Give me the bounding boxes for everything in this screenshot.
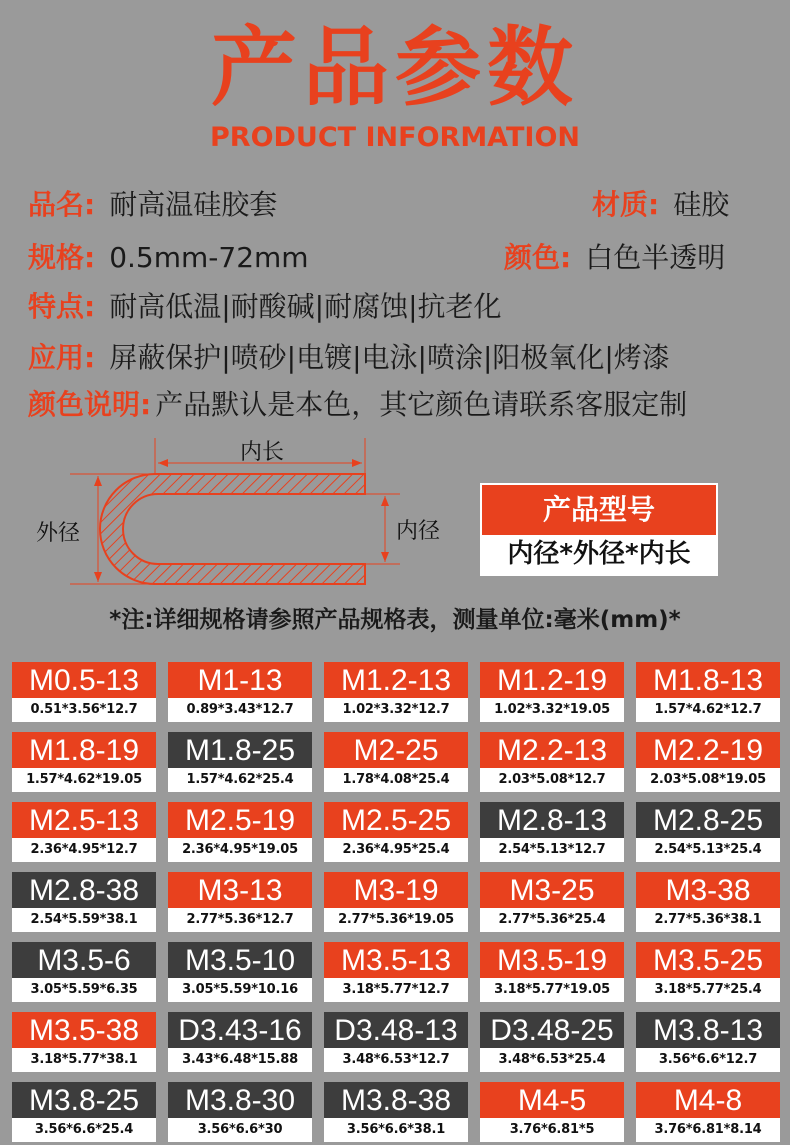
product-code: M2.2-19: [636, 732, 780, 768]
spec-color: [504, 238, 725, 278]
product-code: M4-5: [480, 1082, 624, 1118]
product-dimensions: 3.05*5.59*10.16: [182, 982, 298, 997]
product-code: M1.8-13: [636, 662, 780, 698]
product-code: M2.5-25: [324, 802, 468, 838]
product-dimensions: 3.56*6.6*38.1: [346, 1122, 446, 1137]
product-card: [324, 1012, 468, 1072]
product-card: [324, 662, 468, 722]
product-code: M3.8-30: [168, 1082, 312, 1118]
spec-product-name: [28, 185, 277, 225]
model-formula: 内径*外径*内长: [482, 535, 716, 574]
spec-value: 耐高温硅胶套: [109, 188, 278, 221]
product-card: [324, 802, 468, 862]
spec-features: [28, 287, 502, 327]
product-code: D3.43-16: [168, 1012, 312, 1048]
product-code: M1-13: [168, 662, 312, 698]
product-dimensions: 3.43*6.48*15.88: [182, 1052, 298, 1067]
product-code: M2.8-38: [12, 872, 156, 908]
product-dimensions: 0.89*3.43*12.7: [186, 702, 294, 717]
product-dimensions: 3.18*5.77*19.05: [494, 982, 610, 997]
product-dimensions: 1.57*4.62*19.05: [26, 772, 142, 787]
product-card: [324, 942, 468, 1002]
spec-label: 颜色:: [504, 241, 572, 274]
spec-value: 0.5mm-72mm: [109, 241, 309, 274]
spec-label: 颜色说明:: [28, 388, 152, 421]
product-card: [636, 732, 780, 792]
product-card: [168, 802, 312, 862]
product-code: M2.8-25: [636, 802, 780, 838]
product-dimensions: 3.18*5.77*25.4: [654, 982, 762, 997]
product-code: M3.5-6: [12, 942, 156, 978]
product-dimensions: 2.77*5.36*25.4: [498, 912, 606, 927]
product-dimensions: 1.02*3.32*12.7: [342, 702, 450, 717]
product-code: M2.8-13: [480, 802, 624, 838]
product-card: [480, 662, 624, 722]
product-dimensions: 3.56*6.6*25.4: [34, 1122, 134, 1137]
product-card: [324, 732, 468, 792]
product-card: [324, 1082, 468, 1142]
sleeve-diagram: [0, 430, 480, 600]
product-card: [636, 662, 780, 722]
outer-diameter-label: 外径: [36, 521, 81, 546]
product-dimensions: 1.02*3.32*19.05: [494, 702, 610, 717]
product-dimensions: 1.57*4.62*25.4: [186, 772, 294, 787]
product-code: M2.5-19: [168, 802, 312, 838]
spec-label: 规格:: [28, 241, 96, 274]
product-card: [168, 732, 312, 792]
inner-diameter-label: 内径: [396, 519, 441, 544]
product-card: [12, 802, 156, 862]
product-card: [636, 1012, 780, 1072]
product-card: [480, 872, 624, 932]
product-card: [168, 1082, 312, 1142]
spec-size: [28, 238, 309, 278]
product-code: M3.5-10: [168, 942, 312, 978]
product-dimensions: 3.76*6.81*5: [509, 1122, 595, 1137]
product-dimensions: 0.51*3.56*12.7: [30, 702, 138, 717]
product-card: [480, 802, 624, 862]
product-code: M2.5-13: [12, 802, 156, 838]
product-card: [168, 662, 312, 722]
product-card: [636, 872, 780, 932]
product-card: [480, 732, 624, 792]
spec-usage: [28, 338, 670, 378]
page-subtitle: PRODUCT INFORMATION: [209, 122, 580, 153]
inner-length-label: 内长: [240, 440, 285, 465]
product-card: [12, 1012, 156, 1072]
spec-material: [592, 185, 729, 225]
spec-note: *注:详细规格请参照产品规格表，测量单位:毫米(mm)*: [109, 607, 681, 633]
product-dimensions: 2.36*4.95*25.4: [342, 842, 450, 857]
product-card: [168, 872, 312, 932]
product-card: [12, 662, 156, 722]
product-dimensions: 2.36*4.95*19.05: [182, 842, 298, 857]
product-card: [12, 872, 156, 932]
product-dimensions: 1.78*4.08*25.4: [342, 772, 450, 787]
product-dimensions: 2.77*5.36*38.1: [654, 912, 762, 927]
product-card: [12, 1082, 156, 1142]
product-card: [636, 802, 780, 862]
spec-value: 耐高低温|耐酸碱|耐腐蚀|抗老化: [109, 290, 502, 323]
spec-label: 材质:: [592, 188, 660, 221]
product-dimensions: 2.77*5.36*12.7: [186, 912, 294, 927]
product-code: M0.5-13: [12, 662, 156, 698]
product-dimensions: 3.48*6.53*25.4: [498, 1052, 606, 1067]
product-card: [480, 1082, 624, 1142]
product-card: [324, 872, 468, 932]
product-code: M3.5-19: [480, 942, 624, 978]
product-code: M3.5-25: [636, 942, 780, 978]
product-dimensions: 2.54*5.59*38.1: [30, 912, 138, 927]
product-card: [168, 942, 312, 1002]
product-card: [636, 942, 780, 1002]
product-dimensions: 2.77*5.36*19.05: [338, 912, 454, 927]
product-code: M3.8-25: [12, 1082, 156, 1118]
product-dimensions: 3.56*6.6*12.7: [658, 1052, 758, 1067]
product-code: M3-13: [168, 872, 312, 908]
product-dimensions: 2.03*5.08*19.05: [650, 772, 766, 787]
product-code: M3-38: [636, 872, 780, 908]
product-dimensions: 3.18*5.77*38.1: [30, 1052, 138, 1067]
spec-value: 白色半透明: [585, 241, 726, 274]
product-code: D3.48-13: [324, 1012, 468, 1048]
product-code: M3.5-38: [12, 1012, 156, 1048]
product-dimensions: 2.54*5.13*25.4: [654, 842, 762, 857]
product-dimensions: 3.48*6.53*12.7: [342, 1052, 450, 1067]
spec-value: 产品默认是本色，其它颜色请联系客服定制: [155, 388, 688, 421]
product-card: [480, 1012, 624, 1072]
product-dimensions: 1.57*4.62*12.7: [654, 702, 762, 717]
product-dimensions: 3.76*6.81*8.14: [654, 1122, 762, 1137]
product-code: M2-25: [324, 732, 468, 768]
spec-label: 应用:: [28, 341, 96, 374]
spec-label: 品名:: [28, 188, 96, 221]
product-card: [168, 1012, 312, 1072]
model-title: 产品型号: [482, 485, 716, 535]
spec-value: 屏蔽保护|喷砂|电镀|电泳|喷涂|阳极氧化|烤漆: [109, 341, 670, 374]
product-dimensions: 2.54*5.13*12.7: [498, 842, 606, 857]
spec-value: 硅胶: [673, 188, 730, 221]
product-code: D3.48-25: [480, 1012, 624, 1048]
product-code: M1.2-19: [480, 662, 624, 698]
spec-color-note: [28, 385, 687, 425]
product-dimensions: 3.18*5.77*12.7: [342, 982, 450, 997]
product-card: [12, 942, 156, 1002]
product-dimensions: 3.05*5.59*6.35: [30, 982, 138, 997]
product-code: M3.8-38: [324, 1082, 468, 1118]
page-title: 产品参数: [211, 18, 579, 118]
spec-label: 特点:: [28, 290, 96, 323]
product-code: M1.8-19: [12, 732, 156, 768]
product-card: [480, 942, 624, 1002]
product-code: M4-8: [636, 1082, 780, 1118]
product-code: M3-25: [480, 872, 624, 908]
product-card: [636, 1082, 780, 1142]
product-code: M3.8-13: [636, 1012, 780, 1048]
product-code: M3-19: [324, 872, 468, 908]
product-code: M2.2-13: [480, 732, 624, 768]
product-dimensions: 2.36*4.95*12.7: [30, 842, 138, 857]
model-number-box: [480, 483, 718, 576]
product-dimensions: 3.56*6.6*30: [197, 1122, 283, 1137]
product-code: M1.8-25: [168, 732, 312, 768]
product-dimensions: 2.03*5.08*12.7: [498, 772, 606, 787]
product-card: [12, 732, 156, 792]
product-code: M3.5-13: [324, 942, 468, 978]
product-code: M1.2-13: [324, 662, 468, 698]
